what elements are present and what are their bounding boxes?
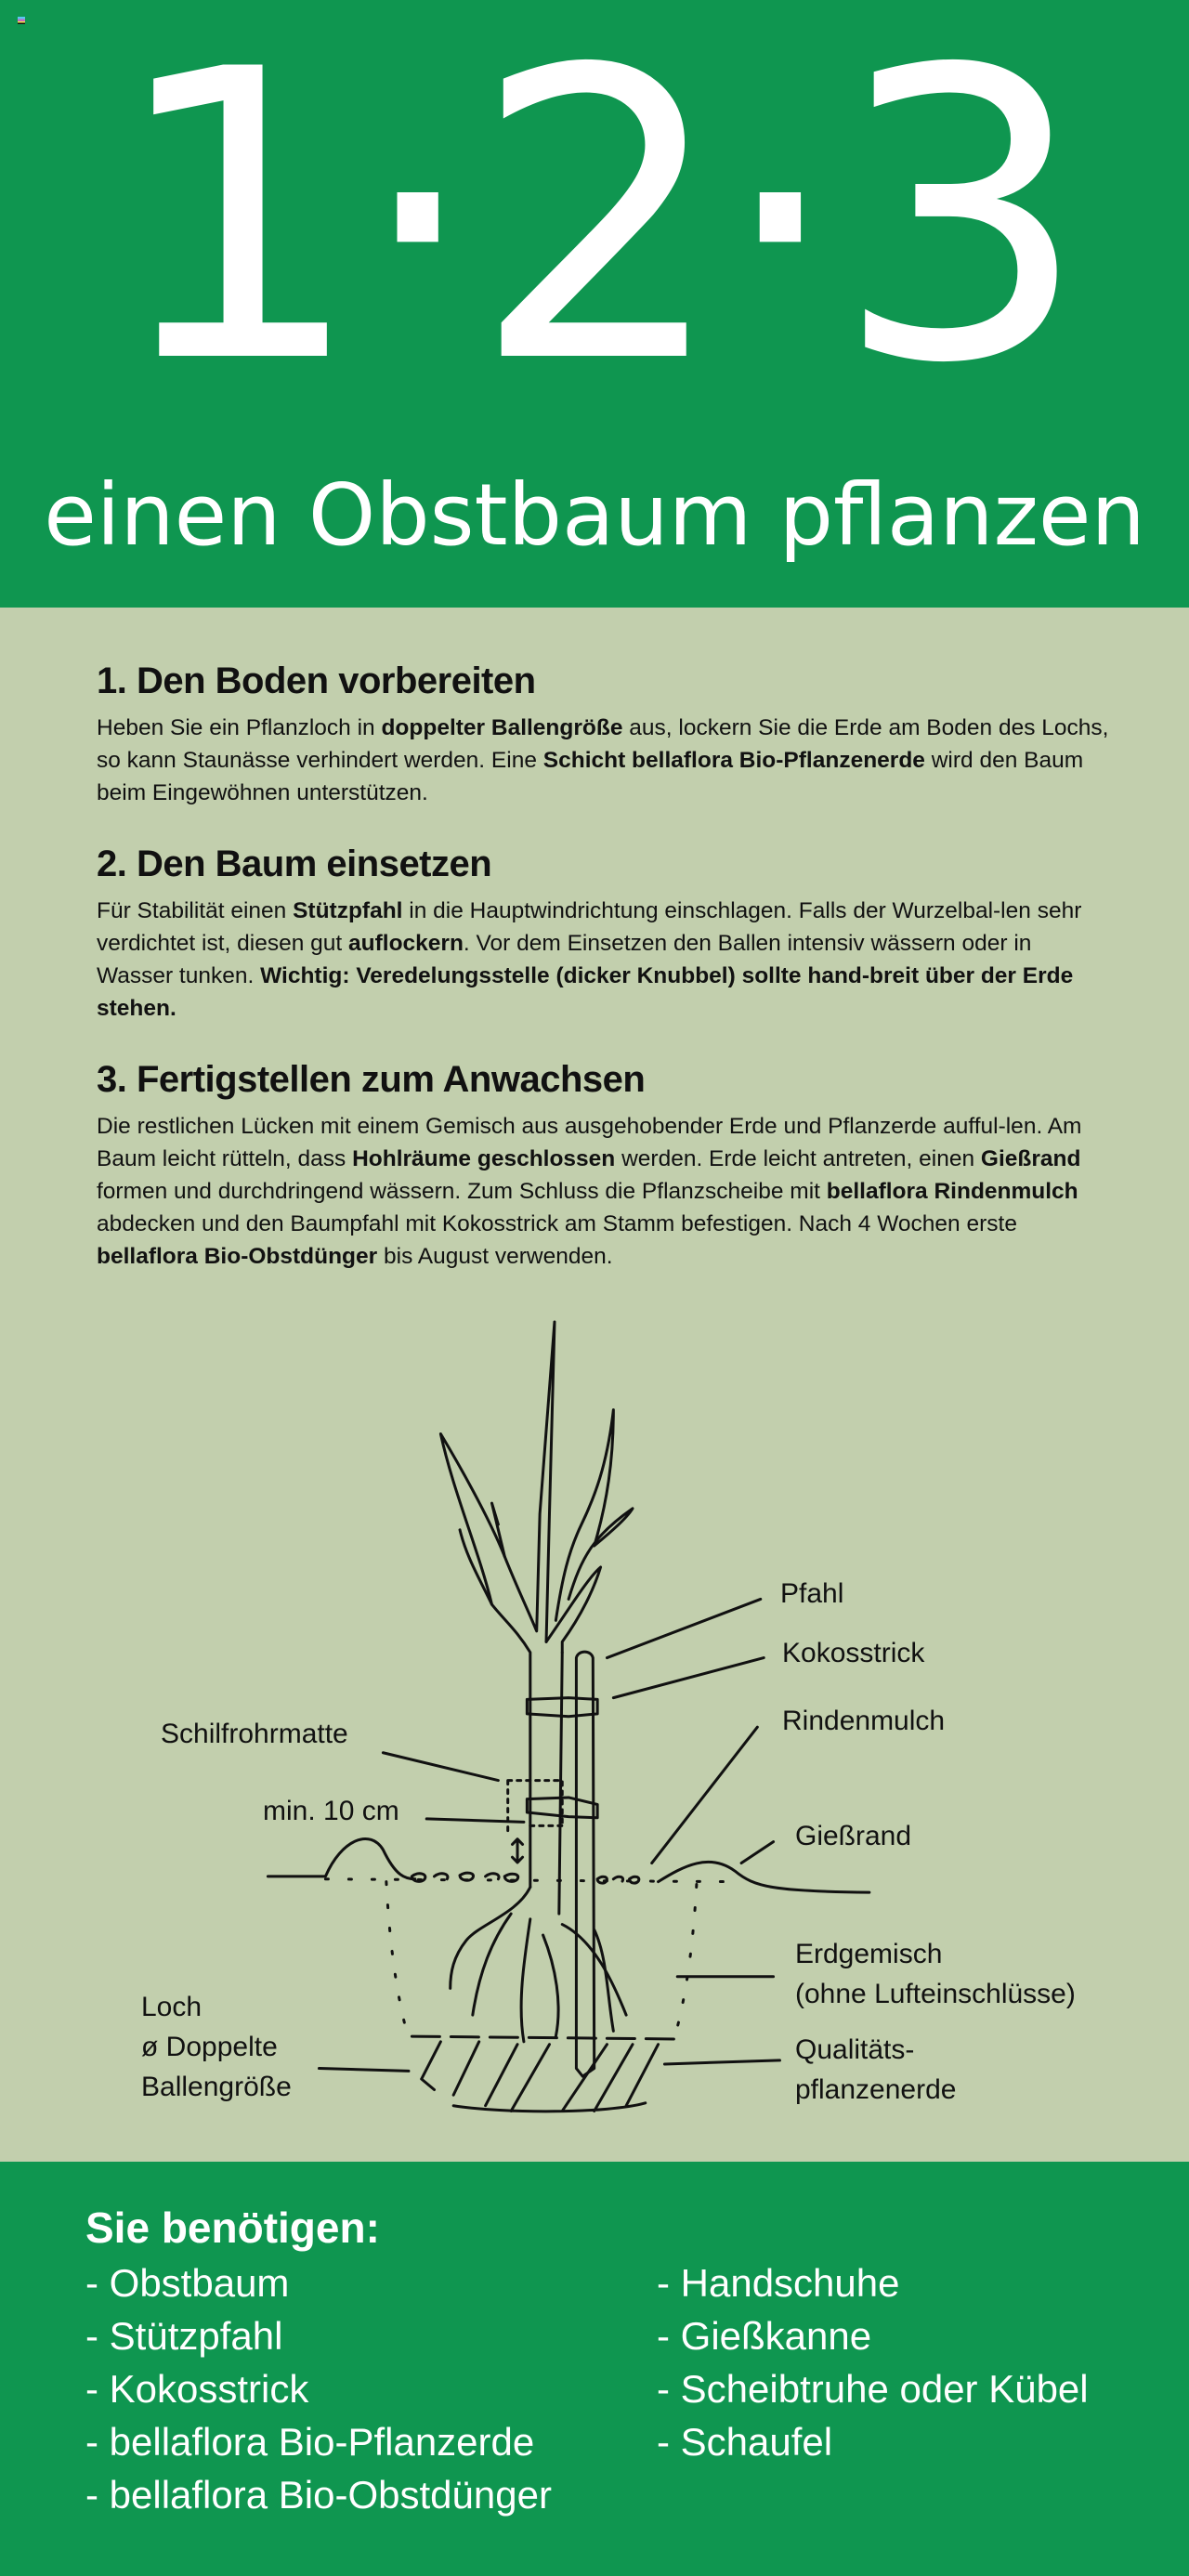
label-line: (ohne Lufteinschlüsse) — [795, 1979, 1076, 2009]
shopping-list-title: Sie benötigen: — [85, 2203, 380, 2252]
compost-layer-line — [412, 2036, 673, 2039]
bold-text: Wichtig: Veredelungsstelle (dicker Knubbel) sollte hand-breit über der Erde stehen. — [97, 963, 1074, 1021]
compost-hatching — [422, 2042, 659, 2112]
section-3 — [97, 1056, 1109, 1273]
label-line: Erdgemisch — [795, 1939, 943, 1969]
text: in die Hauptwindrichtung einschlagen. Falls der Wurzelbal-len sehr verdichtet ist, diesen gut — [97, 898, 1082, 956]
list-item: - Kokosstrick — [85, 2367, 309, 2411]
label-schilfrohrmatte: Schilfrohrmatte — [161, 1719, 348, 1749]
section-body — [97, 1110, 1109, 1273]
label-line: ø Doppelte — [141, 2032, 278, 2062]
section-body — [97, 895, 1109, 1025]
text: Für Stabilität einen — [97, 898, 294, 923]
shopping-list-left — [85, 2256, 552, 2521]
reed-mat-outline — [508, 1781, 563, 1834]
list-item: - Stützpfahl — [85, 2314, 283, 2358]
bold-text: doppelter Ballengröße — [381, 715, 623, 740]
section-heading: 1. Den Boden vorbereiten — [97, 660, 536, 701]
label-line: Ballengröße — [141, 2072, 292, 2102]
shopping-list-right — [657, 2256, 1089, 2468]
list-item: - Handschuhe — [657, 2261, 900, 2305]
section-2 — [97, 841, 1109, 1025]
height-arrow-icon — [513, 1839, 523, 1863]
text: abdecken und den Baumpfahl mit Kokosstrick am Stamm befestigen. Nach 4 Wochen erste — [97, 1211, 1017, 1236]
bold-text: auflockern — [348, 931, 464, 956]
label-line: Qualitäts- — [795, 2034, 915, 2065]
bold-text: Gießrand — [980, 1146, 1081, 1171]
bold-text: bellaflora Bio-Obstdünger — [97, 1244, 378, 1269]
label-giessrand: Gießrand — [795, 1821, 912, 1851]
bold-text: Hohlräume geschlossen — [352, 1146, 616, 1171]
list-item: - Obstbaum — [85, 2261, 290, 2305]
label-min-10-cm: min. 10 cm — [263, 1796, 399, 1826]
label-line: pflanzenerde — [795, 2074, 957, 2105]
text: wird den Baum beim Eingewöhnen unterstützen. — [97, 748, 1084, 805]
text: bis August verwenden. — [377, 1244, 613, 1269]
section-heading: 2. Den Baum einsetzen — [97, 843, 492, 884]
text: . Vor dem Einsetzen den Ballen intensiv wässern oder in Wasser tunken. — [97, 931, 1032, 988]
bold-text: bellaflora Rindenmulch — [826, 1179, 1078, 1204]
tree-icon — [440, 1322, 633, 2042]
page-subtitle: einen Obstbaum pflanzen — [44, 465, 1145, 565]
label-line: Loch — [141, 1992, 203, 2022]
section-1 — [97, 658, 1109, 809]
instructions — [97, 658, 1109, 1304]
label-rindenmulch: Rindenmulch — [782, 1706, 946, 1736]
list-item: - Schaufel — [657, 2420, 833, 2464]
text: formen und durchdringend wässern. Zum Schluss die Pflanzscheibe mit — [97, 1179, 827, 1204]
bold-text: Stützpfahl — [293, 898, 403, 923]
planting-hole-outline — [325, 1879, 735, 2039]
section-body — [97, 712, 1109, 809]
text: Heben Sie ein Pflanzloch in — [97, 715, 382, 740]
ground-line — [268, 1838, 869, 1892]
label-loch — [141, 1987, 292, 2107]
label-erdgemisch — [795, 1934, 1076, 2014]
page-title: 1·2·3 — [109, 0, 1080, 451]
label-pfahl: Pfahl — [780, 1578, 844, 1609]
text: werden. Erde leicht antreten, einen — [615, 1146, 981, 1171]
label-kokosstrick: Kokosstrick — [782, 1638, 925, 1668]
text: aus, lockern Sie die Erde am Boden des Lochs, so kann Staunässe verhindert werden. Eine — [97, 715, 1109, 773]
label-qualitaetspflanzenerde — [795, 2030, 956, 2110]
list-item: - Gießkanne — [657, 2314, 872, 2358]
shopping-list-panel — [0, 2162, 1189, 2576]
section-heading: 3. Fertigstellen zum Anwachsen — [97, 1059, 646, 1100]
bold-text: Schicht bellaflora Bio-Pflanzenerde — [542, 748, 925, 773]
leader-lines — [320, 1599, 780, 2071]
list-item: - Scheibtruhe oder Kübel — [657, 2367, 1089, 2411]
list-item: - bellaflora Bio-Pflanzerde — [85, 2420, 535, 2464]
text: Die restlichen Lücken mit einem Gemisch aus ausgehobender Erde und Pflanzerde aufful-len. Am Baum leicht rütteln, dass — [97, 1114, 1082, 1171]
header-banner — [0, 0, 1189, 608]
list-item: - bellaflora Bio-Obstdünger — [85, 2473, 552, 2517]
